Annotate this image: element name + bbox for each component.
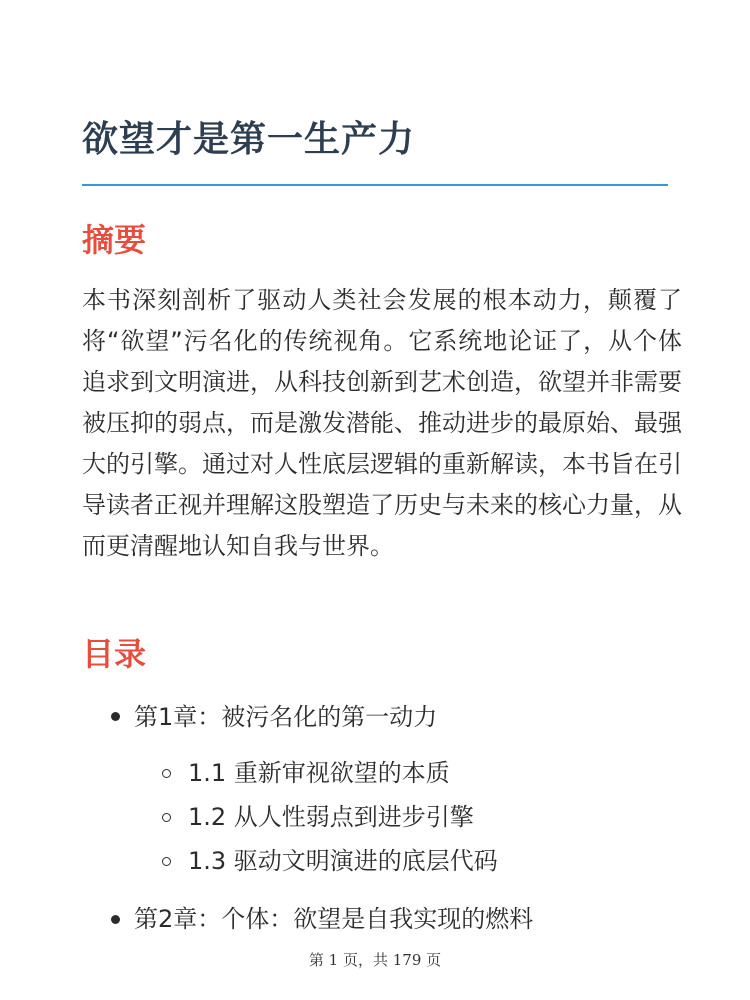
bullet-circle-icon (162, 769, 171, 778)
toc-section-1-2[interactable]: 1.2 从人性弱点到进步引擎 (188, 803, 474, 831)
footer-suffix: 页 (426, 951, 442, 969)
page-footer (0, 950, 750, 970)
bullet-circle-icon (162, 857, 171, 866)
book-title: 欲望才是第一生产力 (82, 119, 416, 160)
bullet-dot-icon (111, 712, 120, 721)
footer-prefix: 第 (308, 951, 324, 969)
footer-middle: 页，共 (342, 951, 388, 969)
toc-heading: 目录 (82, 635, 147, 673)
footer-total-pages: 179 (392, 951, 422, 969)
toc-section-1-3[interactable]: 1.3 驱动文明演进的底层代码 (188, 847, 498, 875)
abstract-paragraph: 本书深刻剖析了驱动人类社会发展的根本动力，颠覆了将“欲望”污名化的传统视角。它系统地论证了，从个体追求到文明演进，从科技创新到艺术创造，欲望并非需要被压抑的弱点，而是激发潜能、推动进步的最原始、最强大的引擎。通过对人性底层逻辑的重新解读，本书旨在引导读者正视并理解这股塑造了历史与未来的核心力量，从而更清醒地认知自我与世界。 (82, 286, 682, 560)
toc-chapter-1[interactable]: 第1章：被污名化的第一动力 (134, 703, 438, 731)
footer-current-page: 1 (328, 951, 339, 969)
bullet-dot-icon (111, 915, 120, 924)
toc-section-1-1[interactable]: 1.1 重新审视欲望的本质 (188, 759, 450, 787)
toc-chapter-2[interactable]: 第2章：个体：欲望是自我实现的燃料 (134, 905, 534, 933)
abstract-heading: 摘要 (82, 221, 147, 259)
bullet-circle-icon (162, 813, 171, 822)
